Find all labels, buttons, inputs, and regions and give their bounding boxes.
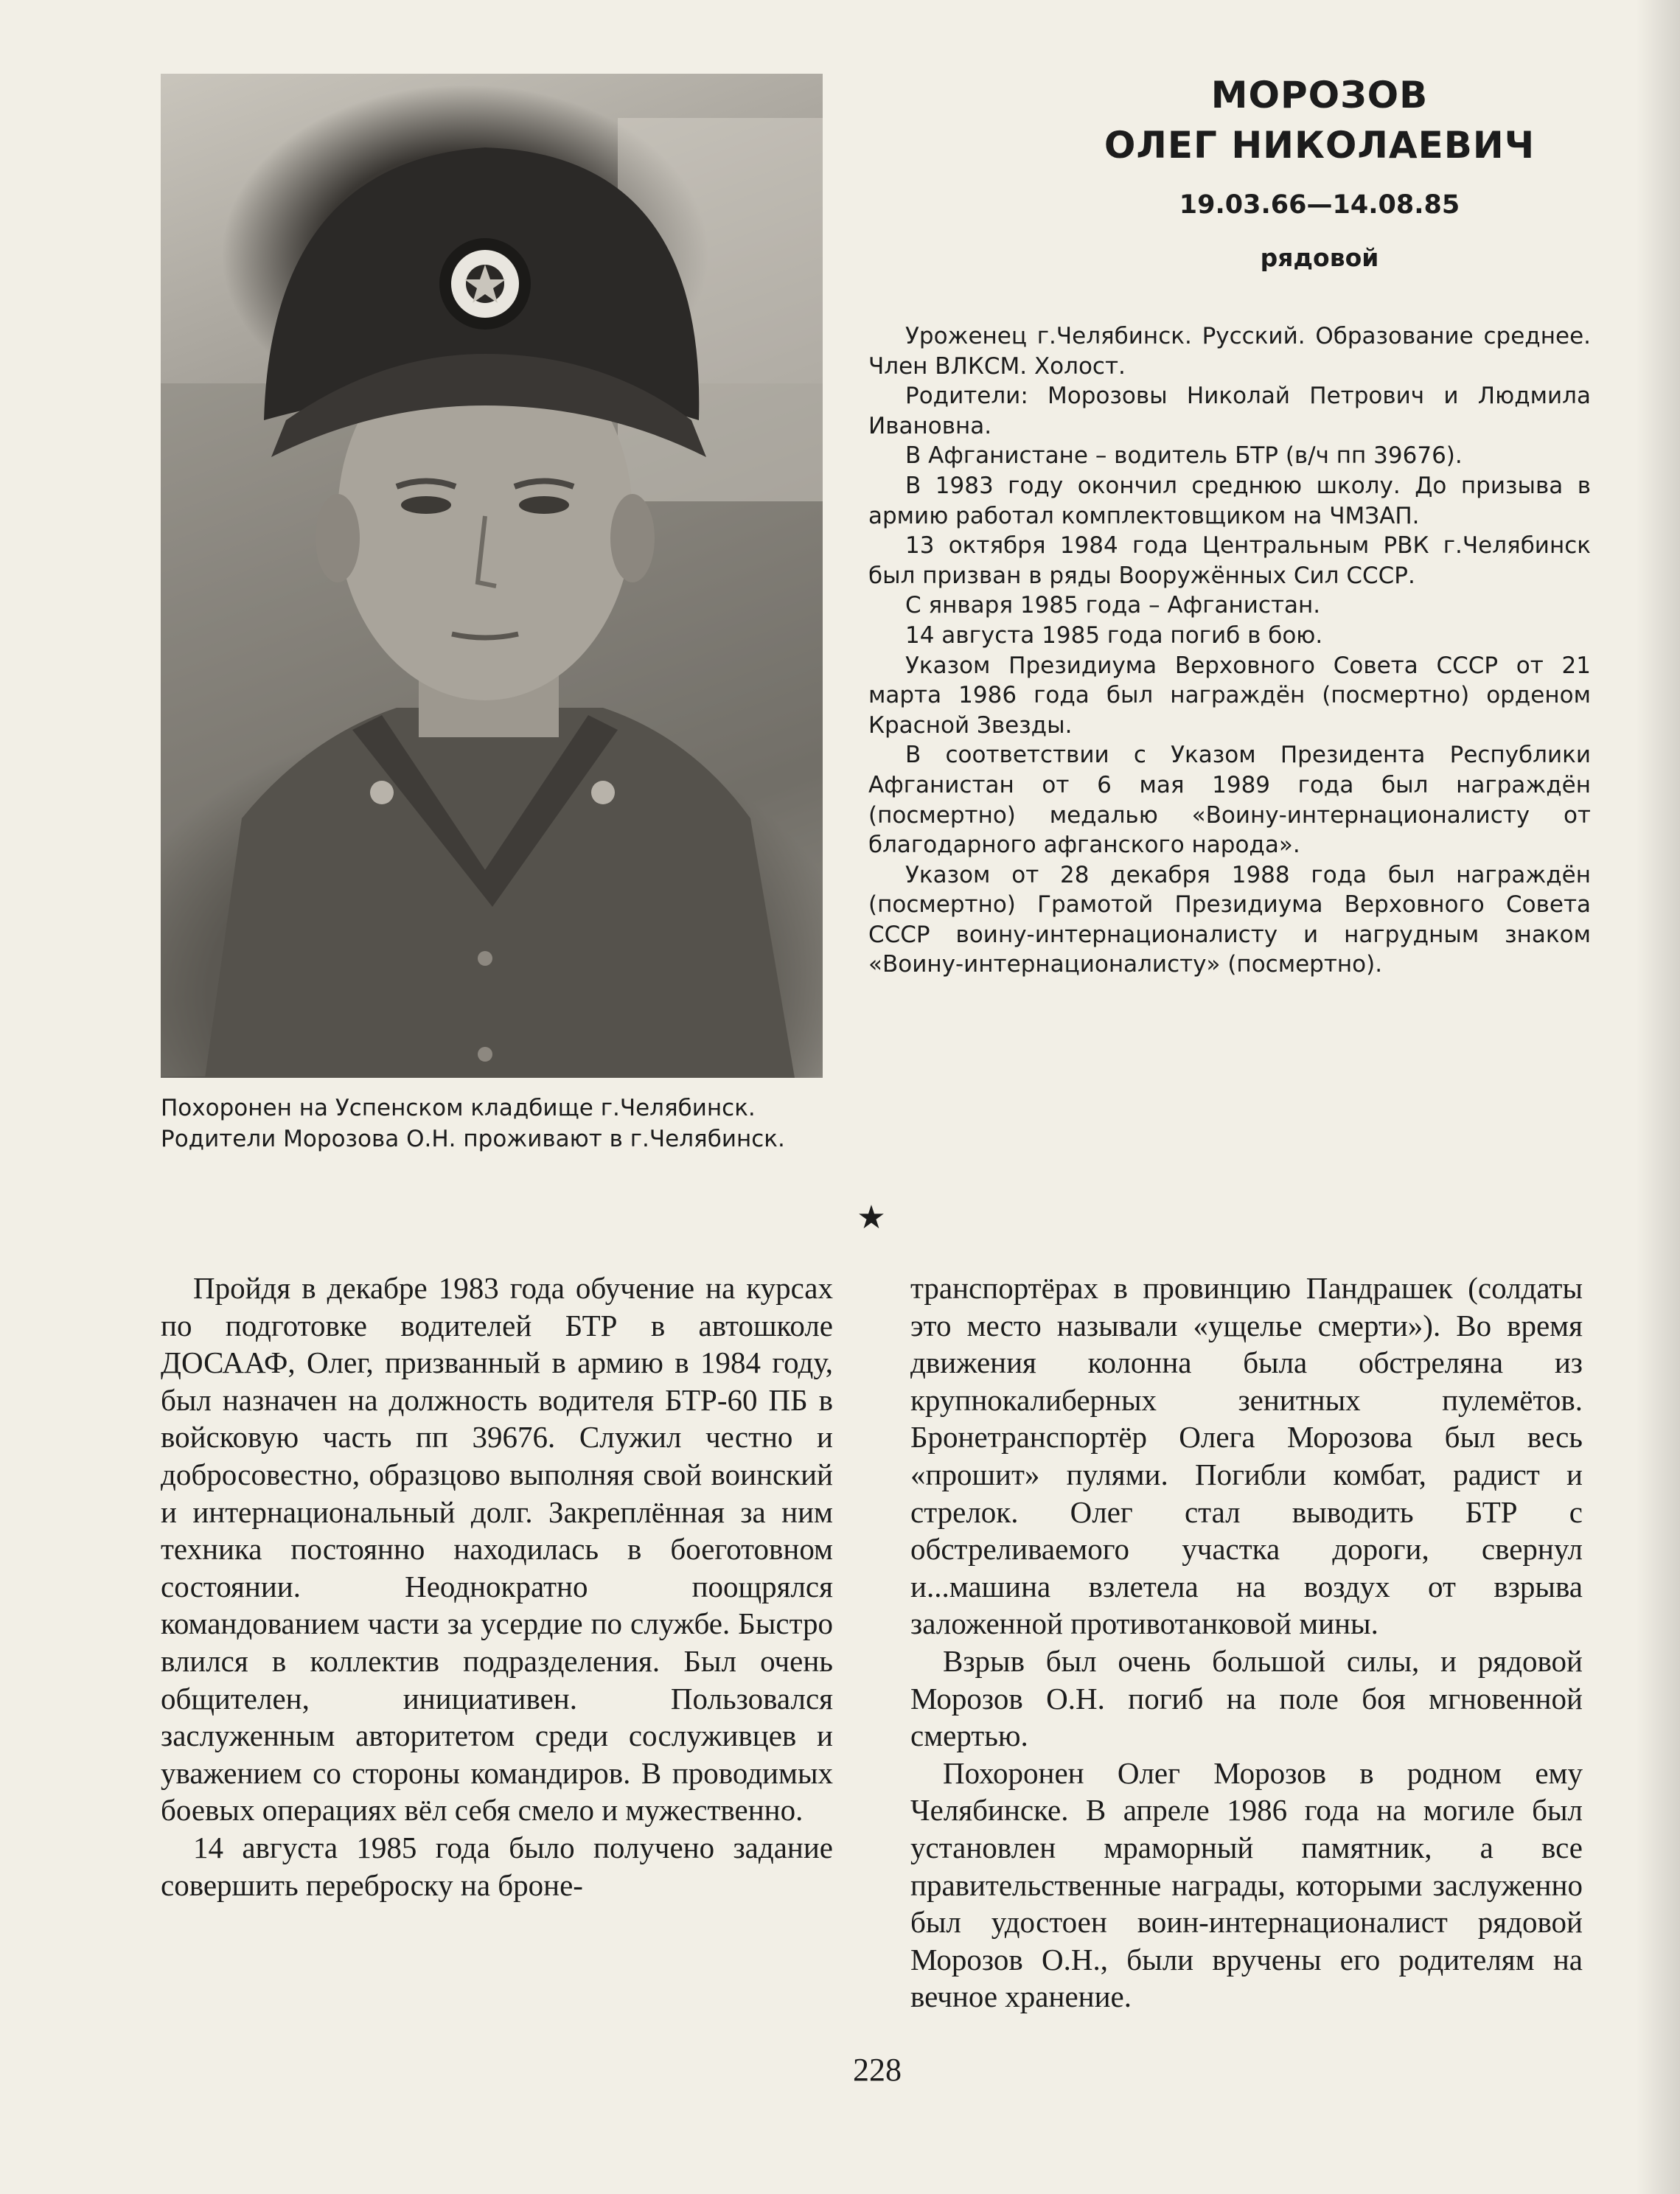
bio-paragraph: Указом от 28 декабря 1988 года был награждён (посмертно) Грамотой Президиума Верховного Совета СССР воину-интернационалисту и нагрудным знаком «Воину-интернационалисту» (посмертно).: [868, 861, 1591, 978]
bio-paragraph: 14 августа 1985 года погиб в бою.: [905, 621, 1323, 649]
story-paragraph-continued: транспортёрах в провинцию Пандрашек (солдаты это место называли «ущелье смерти»). Во время движения колонна была обстреляна из крупнокалиберных зенитных пулемётов. Бронетранспортёр Олега Морозова был весь «прошит» пулями. Погибли комбат, радист и стрелок. Олег стал выводить БТР с обстреливаемого участка дороги, свернул и...машина взлетела на воздух от взрыва заложенной противотанковой мины.: [910, 1271, 1583, 1641]
bio-paragraph: Указом Президиума Верховного Совета СССР от 21 марта 1986 года был награждён (посмертно) орденом Красной Звезды.: [868, 652, 1591, 739]
story-column-right: [910, 1270, 1583, 2016]
page-edge-shadow: [1636, 0, 1680, 2194]
bio-paragraph: Уроженец г.Челябинск. Русский. Образование среднее. Член ВЛКСМ. Холост.: [868, 323, 1591, 380]
military-rank: рядовой: [1260, 243, 1379, 272]
burial-info: [161, 1093, 972, 1155]
bio-paragraph: С января 1985 года – Афганистан.: [905, 592, 1321, 619]
story-paragraph: Взрыв был очень большой силы, и рядовой Морозов О.Н. погиб на поле боя мгновенной смертью.: [910, 1643, 1583, 1753]
page-number: 228: [853, 2052, 902, 2088]
person-name: ОЛЕГ НИКОЛАЕВИЧ: [1104, 124, 1536, 167]
story-paragraph: Похоронен Олег Морозов в родном ему Челябинске. В апреле 1986 года на могиле был установлен мраморный памятник, а все правительственные награды, которыми заслуженно был удостоен воин-интернационалист рядовой Морозов О.Н., были вручены его родителям на вечное хранение.: [910, 1755, 1583, 2014]
burial-line: Похоронен на Успенском кладбище г.Челябинск.: [161, 1095, 756, 1121]
story-column-left: [161, 1270, 833, 1904]
bio-paragraph: В соответствии с Указом Президента Республики Афганистан от 6 мая 1989 года был награждён (посмертно) медалью «Воину-интернационалисту от благодарного афганского народа».: [868, 742, 1591, 859]
portrait-photo: [161, 74, 823, 1078]
star-separator-icon: ★: [857, 1199, 886, 1236]
portrait-illustration: [161, 74, 823, 1078]
burial-line: Родители Морозова О.Н. проживают в г.Челябинск.: [161, 1126, 785, 1152]
person-surname: МОРОЗОВ: [1210, 74, 1429, 116]
story-paragraph: 14 августа 1985 года было получено задание совершить переброску на броне-: [161, 1830, 833, 1902]
bio-paragraph: Родители: Морозовы Николай Петрович и Людмила Ивановна.: [868, 383, 1591, 439]
story-paragraph: Пройдя в декабре 1983 года обучение на курсах по подготовке водителей БТР в автошколе ДОСААФ, Олег, призванный в армию в 1984 году, был назначен на должность водителя БТР-60 ПБ в войсковую часть пп 39676. Служил честно и добросовестно, образцово выполняя свой воинский и интернациональный долг. Закреплённая за ним техника постоянно находилась в боеготовном состоянии. Неоднократно поощрялся командованием части за усердие по службе. Быстро влился в коллектив подразделения. Был очень общителен, инициативен. Пользовался заслуженным авторитетом среди сослуживцев и уважением со стороны командиров. В проводимых боевых операциях вёл себя смело и мужественно.: [161, 1271, 833, 1828]
bio-paragraph: В 1983 году окончил среднюю школу. До призыва в армию работал комплектовщиком на ЧМЗАП.: [868, 472, 1591, 529]
bio-paragraph: В Афганистане – водитель БТР (в/ч пп 39676).: [905, 442, 1463, 470]
life-dates: 19.03.66—14.08.85: [1179, 190, 1460, 220]
bio-paragraph: 13 октября 1984 года Центральным РВК г.Челябинск был призван в ряды Вооружённых Сил СССР.: [868, 532, 1591, 589]
biography-block: [868, 321, 1591, 980]
